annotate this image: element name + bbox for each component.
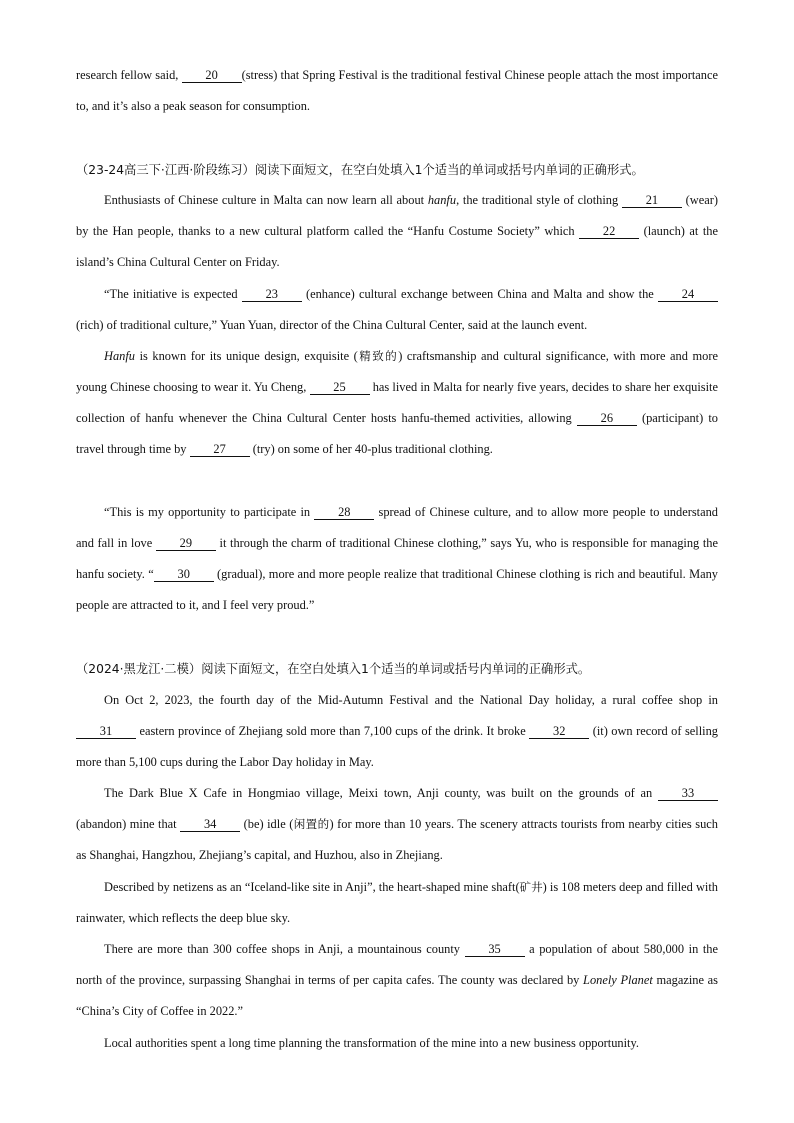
blank-21[interactable]: 21 [622, 193, 682, 208]
paragraph-coffee-5: Local authorities spent a long time planning the transformation of the mine into a new business opportunity. [104, 1036, 639, 1050]
blank-32[interactable]: 32 [529, 724, 589, 739]
paragraph-coffee-1: On Oct 2, 2023, the fourth day of the Mid-Autumn Festival and the National Day holiday, a rural coffee shop in 31 eastern province of Zhejiang sold more than 7,100 cups of the drink. It broke 32 (it) own record of selling more than 5,100 cups during the Labor Day holiday in May. [76, 693, 718, 769]
paragraph-hanfu-4: “This is my opportunity to participate in 28 spread of Chinese culture, and to allow more people to understand and fall in love 29 it through the charm of traditional Chinese clothing,” says Yu, who is responsible for managing the hanfu society. “ 30 (gradual), more and more people realize that traditional Chinese clothing is rich and beautiful. Many people are attracted to it, and I feel very proud.” [76, 505, 718, 612]
section-heading-jiangxi: （23-24高三下·江西·阶段练习）阅读下面短文，在空白处填入1个适当的单词或括号内单词的正确形式。 [76, 163, 644, 177]
paragraph-hanfu-2: “The initiative is expected 23 (enhance) cultural exchange between China and Malta and show the 24 (rich) of traditional culture,” Yuan Yuan, director of the China Cultural Center, said at the launch event. [76, 279, 718, 341]
blank-22[interactable]: 22 [579, 224, 639, 239]
blank-33[interactable]: 33 [658, 786, 718, 801]
blank-27[interactable]: 27 [190, 442, 250, 457]
paragraph-coffee-3: Described by netizens as an “Iceland-like site in Anji”, the heart-shaped mine shaft(矿井) is 108 meters deep and filled with rainwater, which reflects the deep blue sky. [76, 880, 718, 925]
italic-lonely-planet: Lonely Planet [583, 973, 653, 987]
blank-30[interactable]: 30 [154, 567, 214, 582]
blank-23[interactable]: 23 [242, 287, 302, 302]
blank-31[interactable]: 31 [76, 724, 136, 739]
blank-20[interactable]: 20 [182, 68, 242, 83]
paragraph-continuation: research fellow said, 20 (stress) that Spring Festival is the traditional festival Chinese people attach the most importance to, and it’s also a peak season for consumption. [76, 68, 718, 113]
paragraph-hanfu-1: Enthusiasts of Chinese culture in Malta can now learn all about hanfu, the traditional style of clothing 21 (wear) by the Han people, thanks to a new cultural platform called the “Hanfu Costume Society” which 22 (launch) at the island’s China Cultural Center on Friday. [76, 193, 718, 269]
blank-24[interactable]: 24 [658, 287, 718, 302]
blank-25[interactable]: 25 [310, 380, 370, 395]
section-heading-heilongjiang: （2024·黑龙江·二模）阅读下面短文，在空白处填入1个适当的单词或括号内单词的正确形式。 [76, 662, 591, 676]
italic-hanfu-start: Hanfu [104, 349, 135, 363]
blank-26[interactable]: 26 [577, 411, 637, 426]
blank-28[interactable]: 28 [314, 505, 374, 520]
blank-35[interactable]: 35 [465, 942, 525, 957]
italic-hanfu: hanfu [427, 193, 457, 207]
blank-29[interactable]: 29 [156, 536, 216, 551]
paragraph-coffee-2: The Dark Blue X Cafe in Hongmiao village, Meixi town, Anji county, was built on the grounds of an 33 (abandon) mine that 34 (be) idle (闲置的) for more than 10 years. The scenery attracts tourists from nearby cities such as Shanghai, Hangzhou, Zhejiang’s capital, and Huzhou, also in Zhejiang. [76, 786, 718, 862]
paragraph-coffee-4: There are more than 300 coffee shops in Anji, a mountainous county 35 a population of about 580,000 in the north of the province, surpassing Shanghai in terms of per capita cafes. The county was declared by Lonely Planet magazine as “China’s City of Coffee in 2022.” [76, 942, 718, 1018]
paragraph-hanfu-3: Hanfu is known for its unique design, exquisite (精致的) craftsmanship and cultural significance, with more and more young Chinese choosing to wear it. Yu Cheng, 25 has lived in Malta for nearly five years, decides to share her exquisite collection of hanfu whenever the China Cultural Center hosts hanfu-themed activities, allowing 26 (participant) to travel through time by 27 (try) on some of her 40-plus traditional clothing. [76, 349, 719, 456]
blank-34[interactable]: 34 [180, 817, 240, 832]
